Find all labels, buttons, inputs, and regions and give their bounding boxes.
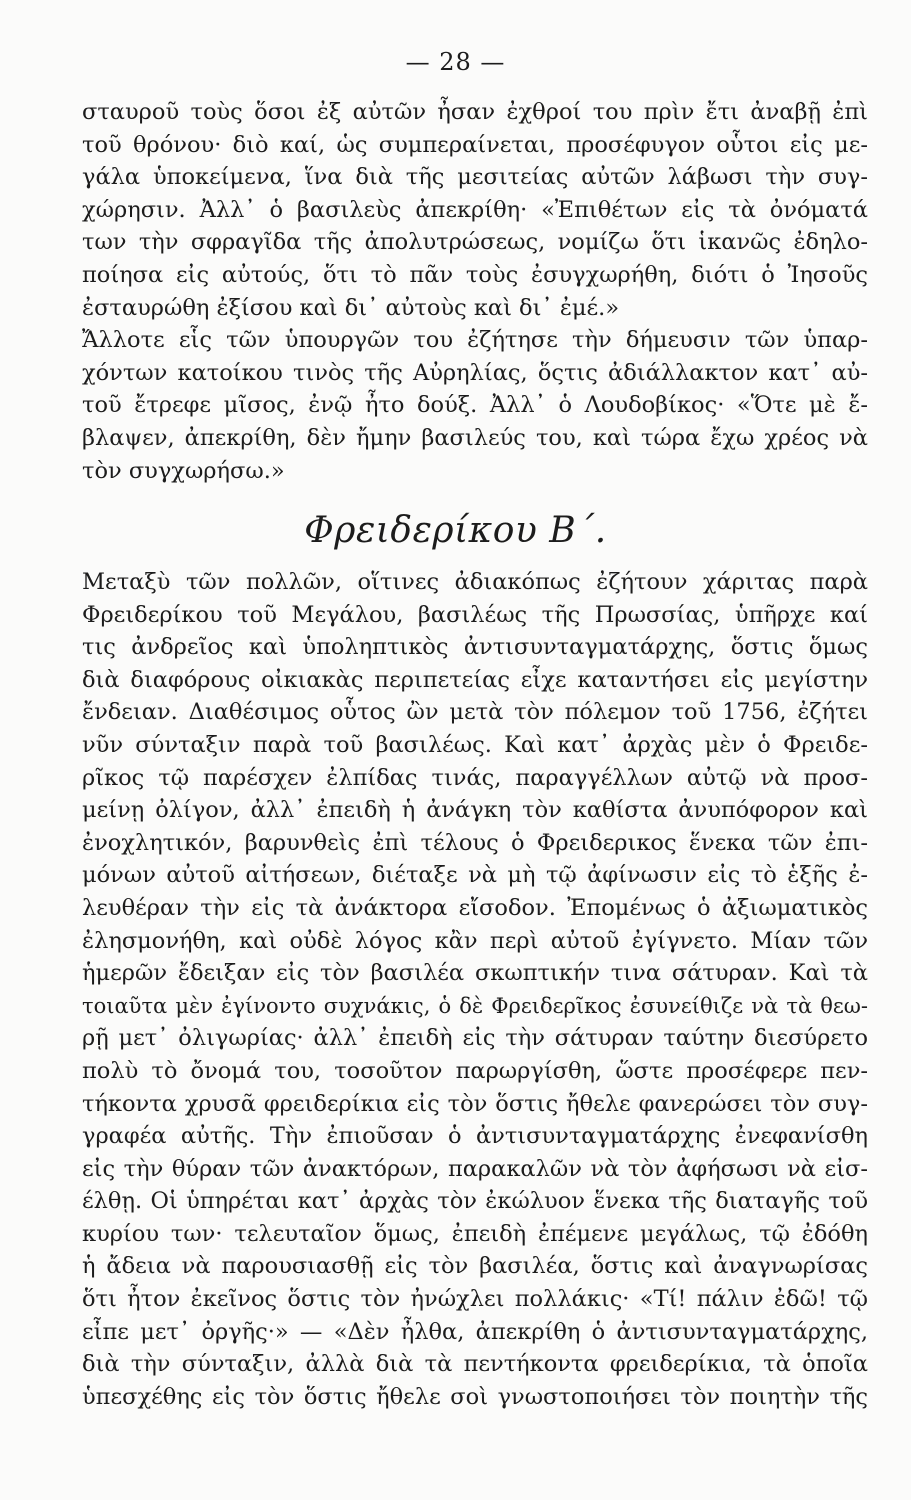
text-line: τις ἀνδρεῖος καὶ ὑποληπτικὸς ἀντισυνταγματάρχης, ὅστις ὅμως — [82, 634, 868, 661]
text-line: εἶπε μετ᾽ ὀργῆς·» — «Δὲν ἦλθα, ἀπεκρίθη ὁ ἀντισυνταγματάρχης, — [82, 1318, 868, 1345]
text-line: ὅτι ἦτον ἐκεῖνος ὅστις τὸν ἠνώχλει πολλάκις· «Τί! πάλιν ἐδῶ! τῷ — [82, 1286, 868, 1313]
text-line: κυρίου των· τελευταῖον ὅμως, ἐπειδὴ ἐπέμενε μεγάλως, τῷ ἐδόθη — [82, 1220, 868, 1247]
text-line: Φρειδερίκου τοῦ Μεγάλου, βασιλέως τῆς Πρωσσίας, ὑπῆρχε καί — [82, 601, 868, 628]
text-line: ἐνοχλητικόν, βαρυνθεὶς ἐπὶ τέλους ὁ Φρειδερικος ἕνεκα τῶν ἐπι- — [82, 829, 868, 856]
body-text-bottom — [82, 566, 868, 1413]
text-line: ἐσταυρώθη ἐξίσου καὶ δι᾽ αὐτοὺς καὶ δι᾽ ἐμέ.» — [82, 294, 620, 321]
page-number: — 28 — — [405, 48, 506, 76]
text-line: γραφέα αὐτῆς. Τὴν ἐπιοῦσαν ὁ ἀντισυνταγματάρχης ἐνεφανίσθη — [82, 1123, 868, 1150]
text-line: λευθέραν τὴν εἰς τὰ ἀνάκτορα εἴσοδον. Ἐπομένως ὁ ἀξιωματικὸς — [82, 894, 868, 921]
text-line: εἰς τὴν θύραν τῶν ἀνακτόρων, παρακαλῶν νὰ τὸν ἀφήσωσι νὰ εἰσ- — [82, 1155, 868, 1182]
text-line: διὰ τὴν σύνταξιν, ἀλλὰ διὰ τὰ πεντήκοντα φρειδερίκια, τὰ ὁποῖα — [82, 1351, 868, 1378]
text-line: χώρησιν. Ἀλλ᾽ ὁ βασιλεὺς ἀπεκρίθη· «Ἐπιθέτων εἰς τὰ ὀνόματά — [82, 196, 868, 223]
text-line: γάλα ὑποκείμενα, ἵνα διὰ τῆς μεσιτείας αὐτῶν λάβωσι τὴν συγ- — [82, 164, 868, 191]
paragraph-2 — [82, 324, 868, 487]
paragraph-1 — [82, 96, 868, 324]
text-line: μόνων αὐτοῦ αἰτήσεων, διέταξε νὰ μὴ τῷ ἀφίνωσιν εἰς τὸ ἑξῆς ἐ- — [82, 862, 868, 889]
text-line: έλθῃ. Οἱ ὑπηρέται κατ᾽ ἀρχὰς τὸν ἐκώλυον ἕνεκα τῆς διαταγῆς τοῦ — [82, 1188, 868, 1215]
text-line: ἐλησμονήθη, καὶ οὐδὲ λόγος κἂν περὶ αὐτοῦ ἐγίγνετο. Μίαν τῶν — [82, 927, 868, 954]
text-line: τοιαῦτα μὲν ἐγίνοντο συχνάκις, ὁ δὲ Φρειδερῖκος ἐσυνείθιζε νὰ τὰ θεω- — [82, 993, 868, 1018]
text-line: ἔνδειαν. Διαθέσιμος οὗτος ὢν μετὰ τὸν πόλεμον τοῦ 1756, ἐζήτει — [82, 699, 868, 726]
text-line: ἡ ἄδεια νὰ παρουσιασθῇ εἰς τὸν βασιλέα, ὅστις καὶ ἀναγνωρίσας — [82, 1253, 868, 1280]
body-text-top — [82, 96, 868, 487]
text-line: των τὴν σφραγῖδα τῆς ἀπολυτρώσεως, νομίζω ὅτι ἱκανῶς ἐδηλο- — [82, 229, 868, 256]
text-line: Ἄλλοτε εἷς τῶν ὑπουργῶν του ἐζήτησε τὴν δήμευσιν τῶν ὑπαρ- — [82, 327, 868, 354]
text-line: τοῦ θρόνου· διὸ καί, ὡς συμπεραίνεται, προσέφυγον οὗτοι εἰς με- — [82, 131, 868, 158]
text-line: πολὺ τὸ ὄνομά του, τοσοῦτον παρωργίσθη, ὥστε προσέφερε πεν- — [82, 1057, 868, 1084]
text-line: ὑπεσχέθης εἰς τὸν ὅστις ἤθελε σοὶ γνωστοποιήσει τὸν ποιητὴν τῆς — [82, 1383, 868, 1410]
text-line: Μεταξὺ τῶν πολλῶν, οἵτινες ἀδιακόπως ἐζήτουν χάριτας παρὰ — [82, 569, 868, 595]
text-line: μείνῃ ὀλίγον, ἀλλ᾽ ἐπειδὴ ἡ ἀνάγκη τὸν καθίστα ἀνυπόφορον καὶ — [82, 797, 868, 824]
text-line: τοῦ ἔτρεφε μῖσος, ἐνῷ ἦτο δούξ. Ἀλλ᾽ ὁ Λουδοβίκος· «Ὅτε μὲ ἔ- — [82, 392, 868, 419]
text-line: τήκοντα χρυσᾶ φρειδερίκια εἰς τὸν ὅστις ἤθελε φανερώσει τὸν συγ- — [82, 1090, 868, 1117]
text-line: διὰ διαφόρους οἰκιακὰς περιπετείας εἶχε καταντήσει εἰς μεγίστην — [82, 666, 868, 693]
text-line: τὸν συγχωρήσω.» — [82, 457, 285, 484]
text-line: ρῇ μετ᾽ ὀλιγωρίας· ἀλλ᾽ ἐπειδὴ εἰς τὴν σάτυραν ταύτην διεσύρετο — [82, 1025, 868, 1052]
text-line: βλαψεν, ἀπεκρίθη, δὲν ἤμην βασιλεύς του, καὶ τώρα ἔχω χρέος νὰ — [82, 424, 868, 451]
text-line: ἡμερῶν ἔδειξαν εἰς τὸν βασιλέα σκωπτικήν τινα σάτυραν. Καὶ τὰ — [82, 960, 868, 987]
section-heading: Φρειδερίκου Β΄. — [304, 510, 607, 551]
paragraph-3 — [82, 566, 868, 1413]
text-line: ποίησα εἰς αὐτούς, ὅτι τὸ πᾶν τοὺς ἐσυγχωρήθη, διότι ὁ Ἰησοῦς — [82, 261, 868, 288]
text-line: σταυροῦ τοὺς ὅσοι ἐξ αὐτῶν ἦσαν ἐχθροί του πρὶν ἔτι ἀναβῇ ἐπὶ — [82, 99, 868, 125]
text-line: νῦν σύνταξιν παρὰ τοῦ βασιλέως. Καὶ κατ᾽ ἀρχὰς μὲν ὁ Φρειδε- — [82, 731, 868, 758]
text-line: χόντων κατοίκου τινὸς τῆς Αὐρηλίας, ὅςτις ἀδιάλλακτον κατ᾽ αὐ- — [82, 359, 868, 386]
text-line: ρῖκος τῷ παρέσχεν ἐλπίδας τινάς, παραγγέλλων αὐτῷ νὰ προσ- — [82, 764, 868, 791]
